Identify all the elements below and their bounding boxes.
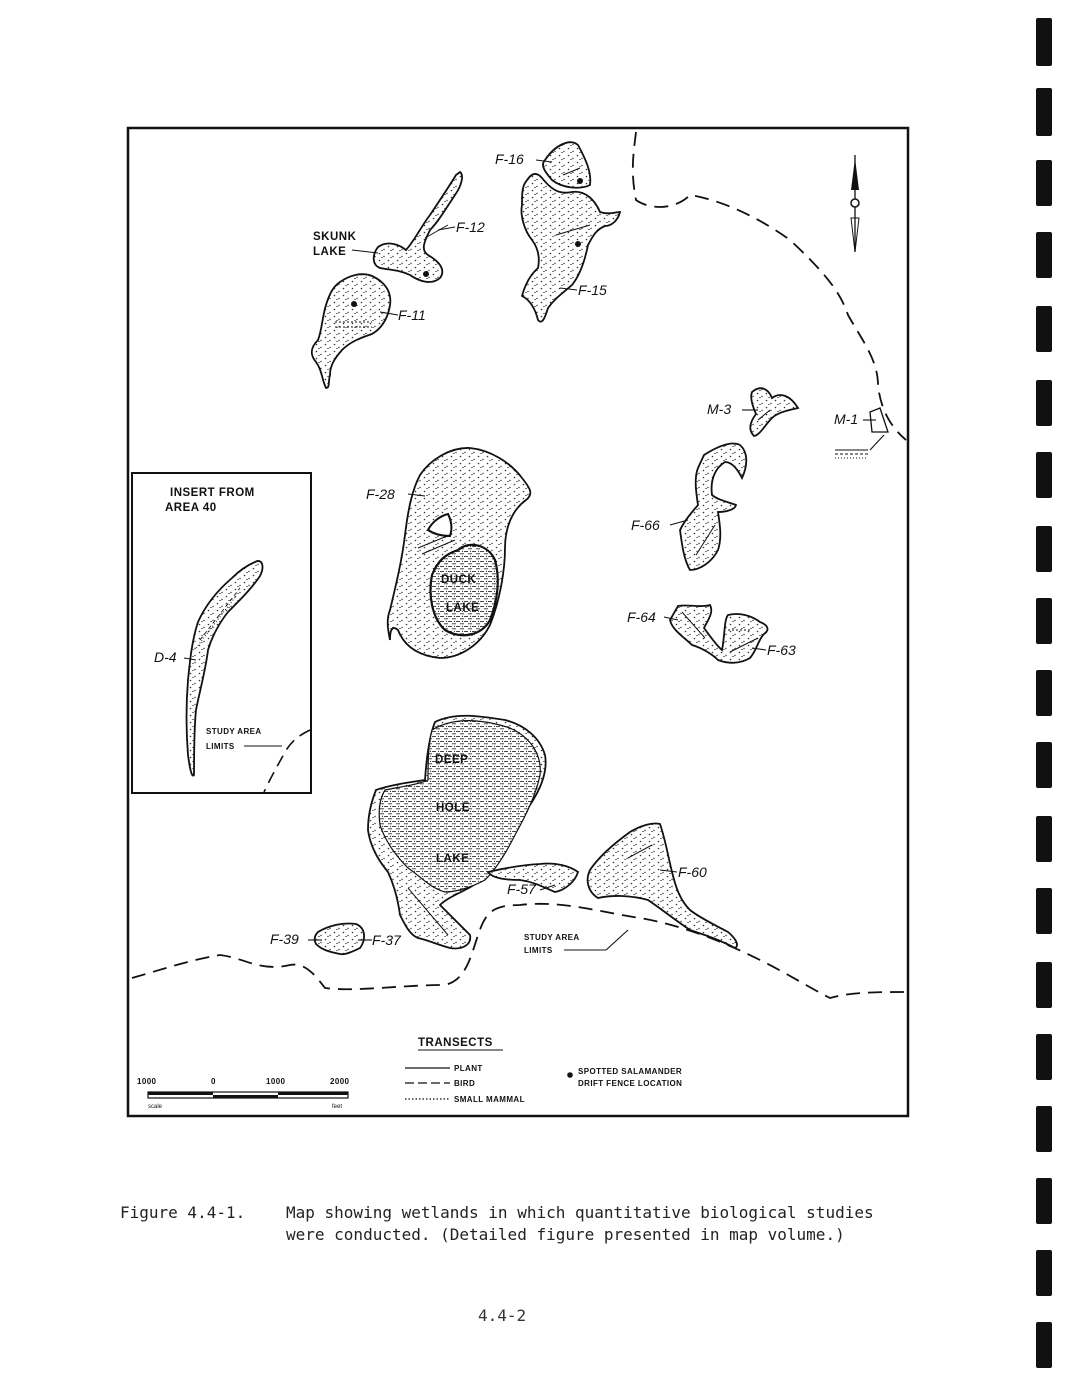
legend-salamander-1: SPOTTED SALAMANDER [578,1067,683,1076]
wetland-f66 [680,443,746,570]
legend [405,1037,682,1104]
label-f63: F-63 [767,642,796,658]
label-deep-hole-lake-1: DEEP [435,754,469,766]
study-area-boundary-lower [132,904,905,998]
label-skunk-lake-2: LAKE [313,246,347,258]
label-m3: M-3 [707,401,732,417]
label-duck-lake-1: DUCK [441,574,477,586]
figure-caption-text [286,1202,986,1246]
label-f28: F-28 [366,486,395,502]
label-m1: M-1 [834,411,859,427]
scale-tick-2: 0 [211,1077,216,1086]
scale-tick-3: 1000 [266,1077,286,1086]
inset-study-area-2: LIMITS [206,742,235,751]
figure-caption [120,1202,1000,1246]
label-f11: F-11 [398,307,426,323]
label-f64: F-64 [627,609,656,625]
label-f12: F-12 [456,219,485,235]
legend-small-mammal: SMALL MAMMAL [454,1095,525,1104]
label-f39: F-39 [270,931,299,947]
caption-line-2: were conducted. (Detailed figure presented in map volume.) [286,1225,845,1244]
salamander-marker-icon [567,1072,573,1078]
label-deep-hole-lake-3: LAKE [436,853,470,865]
label-f15: F-15 [578,282,607,298]
scale-tick-1: 1000 [137,1077,157,1086]
inset-title-1: INSERT FROM [170,487,255,499]
caption-line-1: Map showing wetlands in which quantitative biological studies [286,1203,874,1222]
wetland-f11 [312,274,391,388]
wetland-f60 [588,823,737,948]
label-skunk-lake-1: SKUNK [313,231,357,243]
wetland-f15 [521,174,620,322]
wetland-f64-f63 [670,605,767,663]
label-duck-lake-2: LAKE [446,602,480,614]
label-study-area-1: STUDY AREA [524,933,580,942]
legend-salamander-2: DRIFT FENCE LOCATION [578,1079,683,1088]
inset-study-area-1: STUDY AREA [206,727,262,736]
label-f60: F-60 [678,864,707,880]
wetland-m3 [750,388,798,436]
label-d4: D-4 [154,649,177,665]
label-f16: F-16 [495,151,524,167]
wetland-f12 [374,172,462,282]
legend-plant: PLANT [454,1064,483,1073]
label-study-area-2: LIMITS [524,946,553,955]
scale-tick-4: 2000 [330,1077,350,1086]
label-f57: F-57 [507,881,536,897]
scale-bar [137,1077,350,1110]
label-deep-hole-lake-2: HOLE [436,802,470,814]
inset-title-2: AREA 40 [165,502,217,514]
north-arrow-icon [851,155,859,252]
figure-number: Figure 4.4-1. [120,1203,246,1222]
scale-unit-left: scale [148,1104,163,1110]
label-f37: F-37 [372,932,401,948]
page-number: 4.4-2 [478,1306,527,1325]
scale-unit-right: feet [332,1104,343,1110]
legend-title: TRANSECTS [418,1037,493,1049]
wetland-f16 [543,142,590,187]
wetland-f39 [315,923,364,954]
label-f66: F-66 [631,517,660,533]
legend-bird: BIRD [454,1079,476,1088]
